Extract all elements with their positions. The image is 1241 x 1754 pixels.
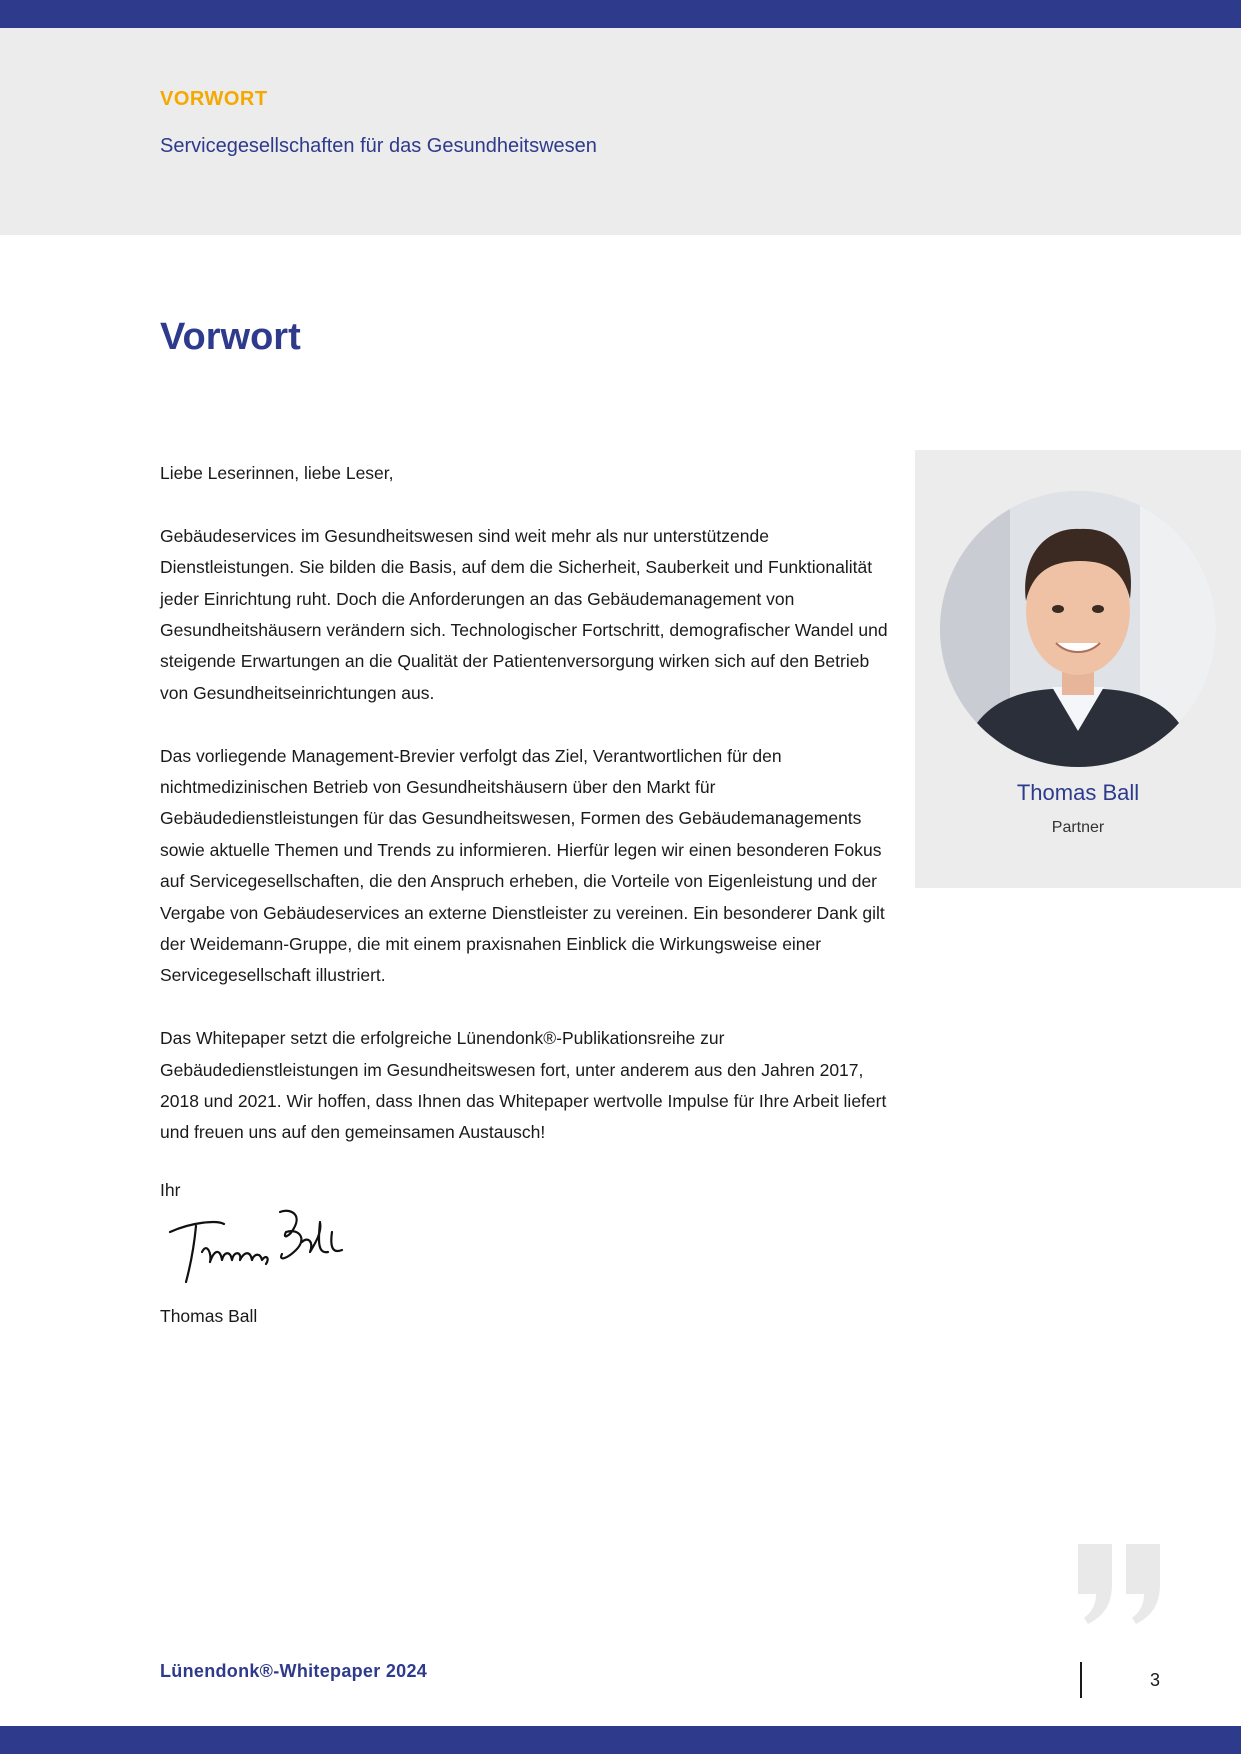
page-title: Vorwort — [160, 316, 301, 358]
letter-paragraph: Das vorliegende Management-Brevier verfolgt das Ziel, Verantwortlichen für den nichtmedizinischen Betrieb von Gesundheitshäusern über den Markt für Gebäudedienstleistungen für das Gesundheitswesen, Formen des Gebäudemanagements sowie aktuelle Themen und Trends zu informieren. Hierfür legen wir einen besonderen Fokus auf Servicegesellschaften, die den Anspruch erheben, die Vorteile von Eigenleistung und der Vergabe von Gebäudeservices an externe Dienstleister zu vereinen. Ein besonderer Dank gilt der Weidemann-Gruppe, die mit einem praxisnahen Einblick die Wirkungsweise einer Servicegesellschaft illustriert. — [160, 745, 885, 986]
letter-greeting: Liebe Leserinnen, liebe Leser, — [160, 463, 394, 483]
bottom-bar — [0, 1726, 1241, 1754]
header-band — [0, 28, 1241, 235]
author-role: Partner — [1051, 819, 1105, 836]
footer-title: Lünendonk®-Whitepaper 2024 — [160, 1661, 428, 1681]
section-subtitle: Servicegesellschaften für das Gesundheitswesen — [160, 135, 597, 157]
author-name: Thomas Ball — [1016, 780, 1140, 805]
quote-mark-icon — [1078, 1544, 1164, 1624]
signature-image — [162, 1202, 352, 1292]
page-number: 3 — [1150, 1670, 1161, 1690]
top-bar — [0, 0, 1241, 28]
letter-paragraph: Gebäudeservices im Gesundheitswesen sind weit mehr als nur unterstützende Dienstleistungen. Sie bilden die Basis, auf dem die Sicherheit, Sauberkeit und Funktionalität jeder Einrichtung ruht. Doch die Anforderungen an das Gebäudemanagement von Gesundheitshäusern verändern sich. Technologischer Fortschritt, demografischer Wandel und steigende Erwartungen an die Qualität der Patientenversorgung wirken sich auf den Betrieb von Gesundheitseinrichtungen aus. — [160, 525, 888, 703]
letter-closing: Ihr — [160, 1180, 181, 1200]
footer-divider — [1080, 1662, 1082, 1698]
section-label: VORWORT — [160, 88, 268, 110]
signer-name: Thomas Ball — [160, 1306, 258, 1326]
author-portrait — [940, 491, 1216, 767]
author-card — [915, 450, 1241, 888]
letter-paragraph: Das Whitepaper setzt die erfolgreiche Lünendonk®-Publikationsreihe zur Gebäudedienstleistungen im Gesundheitswesen fort, unter anderem aus den Jahren 2017, 2018 und 2021. Wir hoffen, dass Ihnen das Whitepaper wertvolle Impulse für Ihre Arbeit liefert und freuen uns auf den gemeinsamen Austausch! — [160, 1028, 887, 1143]
letter-body — [160, 458, 895, 1180]
